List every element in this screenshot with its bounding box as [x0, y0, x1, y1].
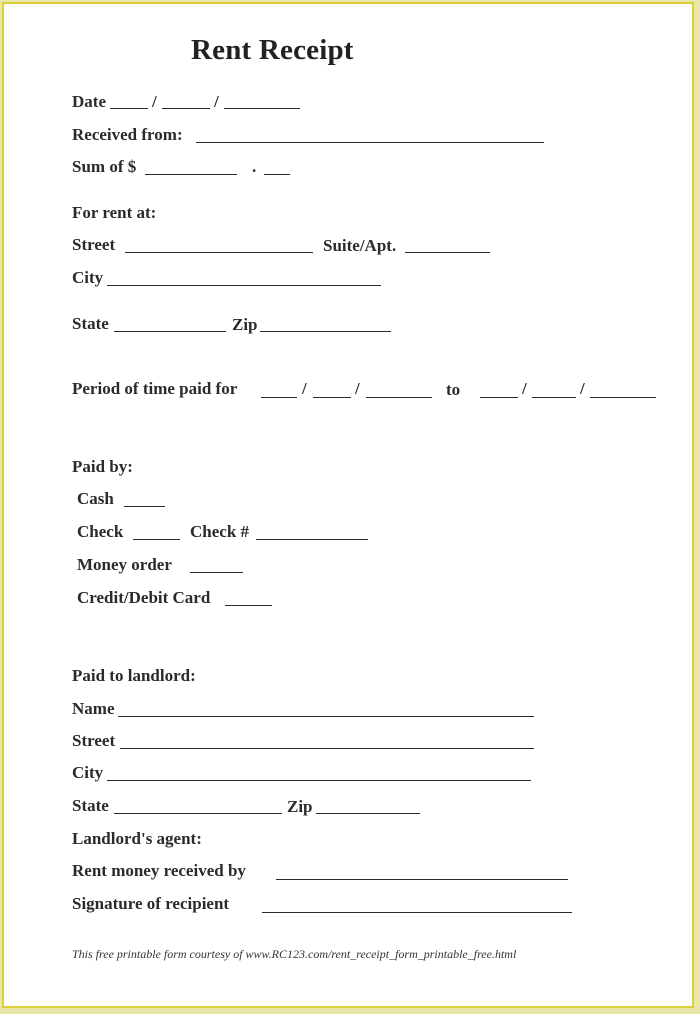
check-label: Check — [77, 522, 124, 541]
footer-note: This free printable form courtesy of www.RC123.com/rent_receipt_form_printable_free.html — [72, 947, 517, 961]
check-number-line[interactable] — [256, 539, 368, 540]
period-to-month-line[interactable] — [480, 397, 518, 398]
city-line[interactable] — [107, 285, 381, 286]
date-day-line[interactable] — [162, 108, 210, 109]
landlord-street-line[interactable] — [120, 748, 534, 749]
period-slash-4: / — [580, 379, 585, 398]
paid-to-landlord-label: Paid to landlord: — [72, 666, 196, 685]
period-from-day-line[interactable] — [313, 397, 351, 398]
state-line[interactable] — [114, 331, 226, 332]
landlord-name-line[interactable] — [118, 716, 534, 717]
landlord-city-line[interactable] — [107, 780, 531, 781]
cash-line[interactable] — [124, 506, 165, 507]
period-to-year-line[interactable] — [590, 397, 656, 398]
street-label: Street — [72, 235, 116, 254]
signature-line[interactable] — [262, 912, 572, 913]
credit-card-line[interactable] — [225, 605, 272, 606]
zip-label: Zip — [232, 315, 258, 334]
sum-label: Sum of $ — [72, 157, 137, 176]
landlord-city-label: City — [72, 763, 104, 782]
money-order-line[interactable] — [190, 572, 243, 573]
period-slash-3: / — [522, 379, 527, 398]
sum-cents-line[interactable] — [264, 174, 290, 175]
check-number-label: Check # — [190, 522, 250, 541]
landlord-state-label: State — [72, 796, 109, 815]
received-from-line[interactable] — [196, 142, 544, 143]
rent-received-by-label: Rent money received by — [72, 861, 246, 880]
period-to-label: to — [446, 380, 461, 399]
landlord-zip-label: Zip — [287, 797, 313, 816]
credit-card-label: Credit/Debit Card — [77, 588, 211, 607]
check-line[interactable] — [133, 539, 180, 540]
suite-label: Suite/Apt. — [323, 236, 397, 255]
period-slash-2: / — [355, 379, 360, 398]
landlord-state-line[interactable] — [114, 813, 282, 814]
received-from-label: Received from: — [72, 125, 183, 144]
period-slash-1: / — [302, 379, 307, 398]
date-slash-1: / — [152, 92, 157, 111]
date-slash-2: / — [214, 92, 219, 111]
period-from-year-line[interactable] — [366, 397, 432, 398]
form-title: Rent Receipt — [191, 34, 354, 66]
zip-line[interactable] — [260, 331, 391, 332]
period-label: Period of time paid for — [72, 379, 238, 398]
date-year-line[interactable] — [224, 108, 300, 109]
signature-label: Signature of recipient — [72, 894, 230, 913]
rent-received-by-line[interactable] — [276, 879, 568, 880]
suite-line[interactable] — [405, 252, 490, 253]
date-label: Date — [72, 92, 106, 111]
landlord-street-label: Street — [72, 731, 116, 750]
street-line[interactable] — [125, 252, 313, 253]
paid-by-label: Paid by: — [72, 457, 133, 476]
sum-decimal-point: . — [252, 157, 257, 176]
date-month-line[interactable] — [110, 108, 148, 109]
cash-label: Cash — [77, 489, 114, 508]
money-order-label: Money order — [77, 555, 172, 574]
landlords-agent-label: Landlord's agent: — [72, 829, 202, 848]
sum-dollars-line[interactable] — [145, 174, 237, 175]
city-label: City — [72, 268, 104, 287]
period-to-day-line[interactable] — [532, 397, 576, 398]
state-label: State — [72, 314, 109, 333]
period-from-month-line[interactable] — [261, 397, 297, 398]
landlord-name-label: Name — [72, 699, 115, 718]
for-rent-at-label: For rent at: — [72, 203, 157, 222]
landlord-zip-line[interactable] — [316, 813, 420, 814]
